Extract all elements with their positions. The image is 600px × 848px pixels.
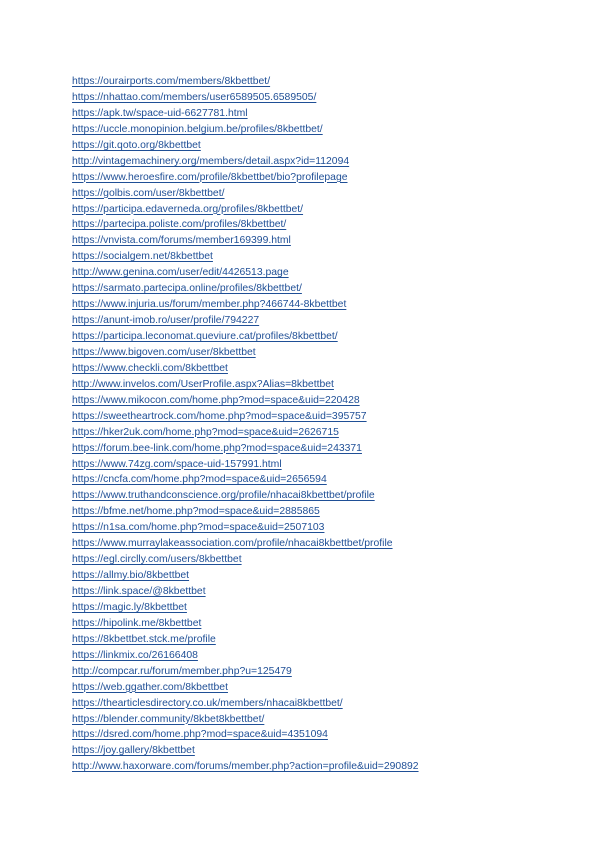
hyperlink[interactable]: https://bfme.net/home.php?mod=space&uid=2885865	[72, 506, 320, 518]
list-item	[72, 359, 419, 375]
hyperlink[interactable]: https://8kbettbet.stck.me/profile	[72, 633, 216, 645]
hyperlink[interactable]: http://compcar.ru/forum/member.php?u=125479	[72, 665, 292, 677]
list-item	[72, 152, 419, 168]
hyperlink[interactable]: https://participa.leconomat.queviure.cat/profiles/8kbettbet/	[72, 331, 338, 342]
list-item	[72, 678, 419, 694]
hyperlink[interactable]: https://www.74zg.com/space-uid-157991.html	[72, 458, 282, 470]
list-item	[72, 72, 419, 88]
hyperlink[interactable]: https://hker2uk.com/home.php?mod=space&uid=2626715	[72, 426, 339, 438]
hyperlink[interactable]: https://www.mikocon.com/home.php?mod=space&uid=220428	[72, 394, 360, 406]
list-item	[72, 343, 419, 359]
hyperlink[interactable]: https://www.murraylakeassociation.com/profile/nhacai8kbettbet/profile	[72, 538, 393, 550]
list-item	[72, 439, 419, 455]
hyperlink[interactable]: https://git.qoto.org/8kbettbet	[72, 139, 201, 151]
hyperlink[interactable]: https://golbis.com/user/8kbettbet/	[72, 187, 225, 199]
hyperlink[interactable]: https://www.injuria.us/forum/member.php?466744-8kbettbet	[72, 299, 347, 311]
hyperlink[interactable]: https://nhattao.com/members/user6589505.6589505/	[72, 91, 317, 103]
list-item	[72, 486, 419, 502]
hyperlink[interactable]: https://socialgem.net/8kbettbet	[72, 251, 213, 263]
hyperlink[interactable]: https://link.space/@8kbettbet	[72, 586, 206, 597]
hyperlink[interactable]: https://blender.community/8kbet8kbettbet/	[72, 713, 265, 725]
hyperlink[interactable]: https://www.heroesfire.com/profile/8kbettbet/bio?profilepage	[72, 171, 348, 183]
list-item	[72, 646, 419, 662]
hyperlink[interactable]: https://www.truthandconscience.org/profile/nhacai8kbettbet/profile	[72, 490, 375, 502]
list-item	[72, 630, 419, 646]
list-item	[72, 566, 419, 582]
hyperlink[interactable]: https://www.bigoven.com/user/8kbettbet	[72, 346, 256, 358]
hyperlink[interactable]: https://partecipa.poliste.com/profiles/8kbettbet/	[72, 219, 287, 231]
list-item	[72, 725, 419, 741]
hyperlink[interactable]: https://ourairports.com/members/8kbettbet/	[72, 76, 271, 87]
list-item	[72, 518, 419, 534]
list-item	[72, 104, 419, 120]
list-item	[72, 423, 419, 439]
hyperlink[interactable]: https://cncfa.com/home.php?mod=space&uid=2656594	[72, 474, 327, 486]
hyperlink[interactable]: https://vnvista.com/forums/member169399.html	[72, 235, 291, 247]
list-item	[72, 534, 419, 550]
hyperlink[interactable]: https://www.checkli.com/8kbettbet	[72, 362, 228, 374]
list-item	[72, 200, 419, 216]
hyperlink[interactable]: http://vintagemachinery.org/members/detail.aspx?id=112094	[72, 155, 350, 167]
hyperlink[interactable]: https://allmy.bio/8kbettbet	[72, 570, 190, 582]
hyperlink[interactable]: http://www.haxorware.com/forums/member.php?action=profile&uid=290892	[72, 761, 419, 773]
hyperlink[interactable]: https://joy.gallery/8kbettbet	[72, 745, 195, 757]
list-item	[72, 311, 419, 327]
hyperlink[interactable]: https://n1sa.com/home.php?mod=space&uid=2507103	[72, 522, 325, 534]
list-item	[72, 375, 419, 391]
list-item	[72, 88, 419, 104]
hyperlink[interactable]: https://thearticlesdirectory.co.uk/members/nhacai8kbettbet/	[72, 697, 343, 709]
hyperlink[interactable]: https://linkmix.co/26166408	[72, 649, 198, 661]
list-item	[72, 327, 419, 343]
hyperlink[interactable]: https://egl.circlly.com/users/8kbettbet	[72, 554, 242, 566]
hyperlink[interactable]: https://forum.bee-link.com/home.php?mod=space&uid=243371	[72, 442, 362, 454]
hyperlink[interactable]: http://www.genina.com/user/edit/4426513.page	[72, 267, 289, 279]
link-list	[72, 72, 419, 773]
hyperlink[interactable]: https://dsred.com/home.php?mod=space&uid=4351094	[72, 729, 328, 741]
list-item	[72, 614, 419, 630]
list-item	[72, 391, 419, 407]
hyperlink[interactable]: https://uccle.monopinion.belgium.be/profiles/8kbettbet/	[72, 123, 323, 135]
hyperlink[interactable]: https://sarmato.partecipa.online/profiles/8kbettbet/	[72, 283, 302, 295]
list-item	[72, 279, 419, 295]
hyperlink[interactable]: https://apk.tw/space-uid-6627781.html	[72, 107, 248, 119]
list-item	[72, 757, 419, 773]
hyperlink[interactable]: https://magic.ly/8kbettbet	[72, 601, 187, 613]
list-item	[72, 168, 419, 184]
list-item	[72, 231, 419, 247]
list-item	[72, 550, 419, 566]
list-item	[72, 741, 419, 757]
list-item	[72, 120, 419, 136]
hyperlink[interactable]: https://web.ggather.com/8kbettbet	[72, 681, 228, 693]
hyperlink[interactable]: https://hipolink.me/8kbettbet	[72, 617, 202, 629]
list-item	[72, 247, 419, 263]
list-item	[72, 455, 419, 471]
hyperlink[interactable]: http://www.invelos.com/UserProfile.aspx?Alias=8kbettbet	[72, 378, 334, 390]
hyperlink[interactable]: https://participa.edaverneda.org/profiles/8kbettbet/	[72, 203, 304, 215]
list-item	[72, 598, 419, 614]
list-item	[72, 502, 419, 518]
list-item	[72, 263, 419, 279]
hyperlink[interactable]: https://sweetheartrock.com/home.php?mod=space&uid=395757	[72, 410, 367, 422]
list-item	[72, 710, 419, 726]
list-item	[72, 470, 419, 486]
list-item	[72, 215, 419, 231]
list-item	[72, 136, 419, 152]
hyperlink[interactable]: https://anunt-imob.ro/user/profile/794227	[72, 315, 260, 327]
list-item	[72, 662, 419, 678]
list-item	[72, 184, 419, 200]
list-item	[72, 407, 419, 423]
list-item	[72, 582, 419, 598]
list-item	[72, 694, 419, 710]
list-item	[72, 295, 419, 311]
